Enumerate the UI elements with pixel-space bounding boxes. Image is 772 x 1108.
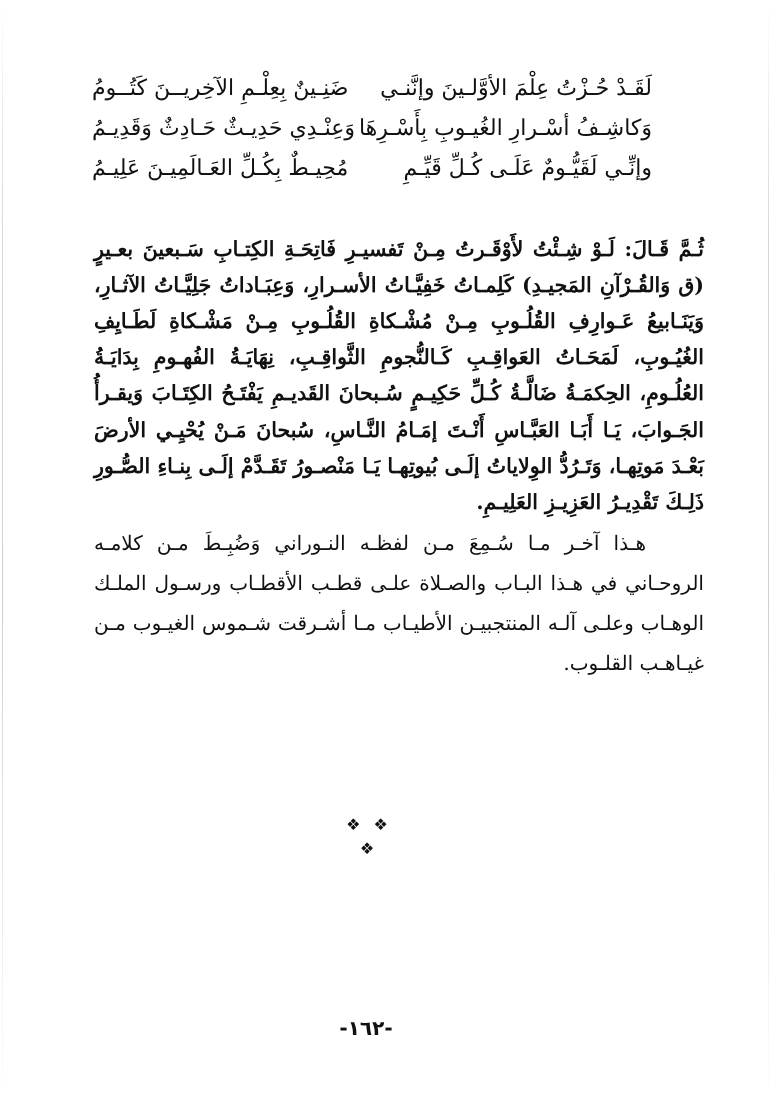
verse-2-second-hemistich: وَعِنْـدِي حَدِيـثٌ حَـادِثٌ وَقَدِيـمُ bbox=[92, 116, 356, 141]
saying-paragraph: ثُـمَّ قَـالَ: لَـوْ شِـئْتُ لأَوْقَـرتُ مِـنْ تَفسيـرِ فَاتِحَـةِ الكِتـابِ سَـبعينَ بعـيرٍ (ق وَالقُـرْآنِ المَجيـدِ) كَلِمـاتُ خَفِيَّـاتُ الأسـرارِ، وَعِبَـاداتُ جَلِيَّـاتُ الآثـارِ، وَيَنَـابيعُ عَـوارِفِ القُلُـوبِ مِـنْ مُشْـكاةِ القُلُـوبِ مِـنْ مَشْـكاةِ لَطَـايِفِ الغُيُـوبِ، لَمَحَـاتُ العَواقِـبِ كَـالنُّجومِ الثَّواقِـبِ، نِهَايَـةُ الفُهـومِ بِدَايَـةُ العُلُـومِ، الحِكمَـةُ ضَالَّـةُ كُـلِّ حَكِيـمٍ سُـبحانَ القَديـمِ يَفْتَـحُ الكِتَـابَ وَيقـرأُ الجَـوابَ، يَـا أَبَـا العَبَّـاسِ أَنْـتَ إمَـامُ النَّـاسِ، سُبحانَ مَـنْ يُحْيِـي الأرضَ بَعْـدَ مَوتِهـا، وَتَـرُدُّ الوِلاياتُ إلَـى بُيوتِهـا يَـا مَنْصـورُ تَقَـدَّمْ إلَـى بِنـاءِ الصُّـورِ ذَلِـكَ تَقْدِيـرُ العَزِيـزِ العَلِيـمِ. bbox=[94, 236, 704, 514]
verse-1-second-hemistich: ضَنِـينٌ بِعِلْـمِ الآخِريــنَ كَتُــومُ bbox=[92, 76, 349, 101]
scan-right-edge bbox=[768, 0, 769, 1108]
poem-verses bbox=[92, 74, 652, 194]
verse-1-first-hemistich: لَقَـدْ حُـزْتُ عِلْمَ الأوَّلـينَ وإنَّنـي bbox=[380, 76, 652, 101]
verse-3-first-hemistich: وإنِّـي لَقَيُّـومٌ عَلَـى كُـلِّ قَيِّـمِ bbox=[403, 156, 652, 181]
section-divider-ornament: ❖ ❖ ❖ bbox=[346, 815, 392, 858]
verse-2-first-hemistich: وَكاشِـفُ أسْـرارِ الغُيـوبِ بِأَسْـرِهَا bbox=[358, 116, 652, 141]
verse-3-second-hemistich: مُحِيـطٌ بِكُـلِّ العَـالَمِيـنَ عَلِيـمُ bbox=[92, 156, 349, 181]
poem-verse-2 bbox=[92, 114, 652, 154]
scan-left-edge bbox=[2, 0, 3, 1108]
poem-verse-3 bbox=[92, 154, 652, 194]
closing-paragraph: هـذا آخـر مـا سُـمِعَ مـن لفظـه النـوراني وَضُبِـطَ مـن كلامـه الروحـاني في هـذا البـاب والصـلاة علـى قطـب الأقطـاب ورسـول الملـك الوهـاب وعلـى آلـه المنتجبيـن الأطيـاب مـا أشـرقت شـموس الغيـوب مـن غيـاهـب القلـوب. bbox=[94, 531, 704, 675]
poem-verse-1 bbox=[92, 74, 652, 114]
page-number: -١٦٢- bbox=[339, 1016, 393, 1040]
